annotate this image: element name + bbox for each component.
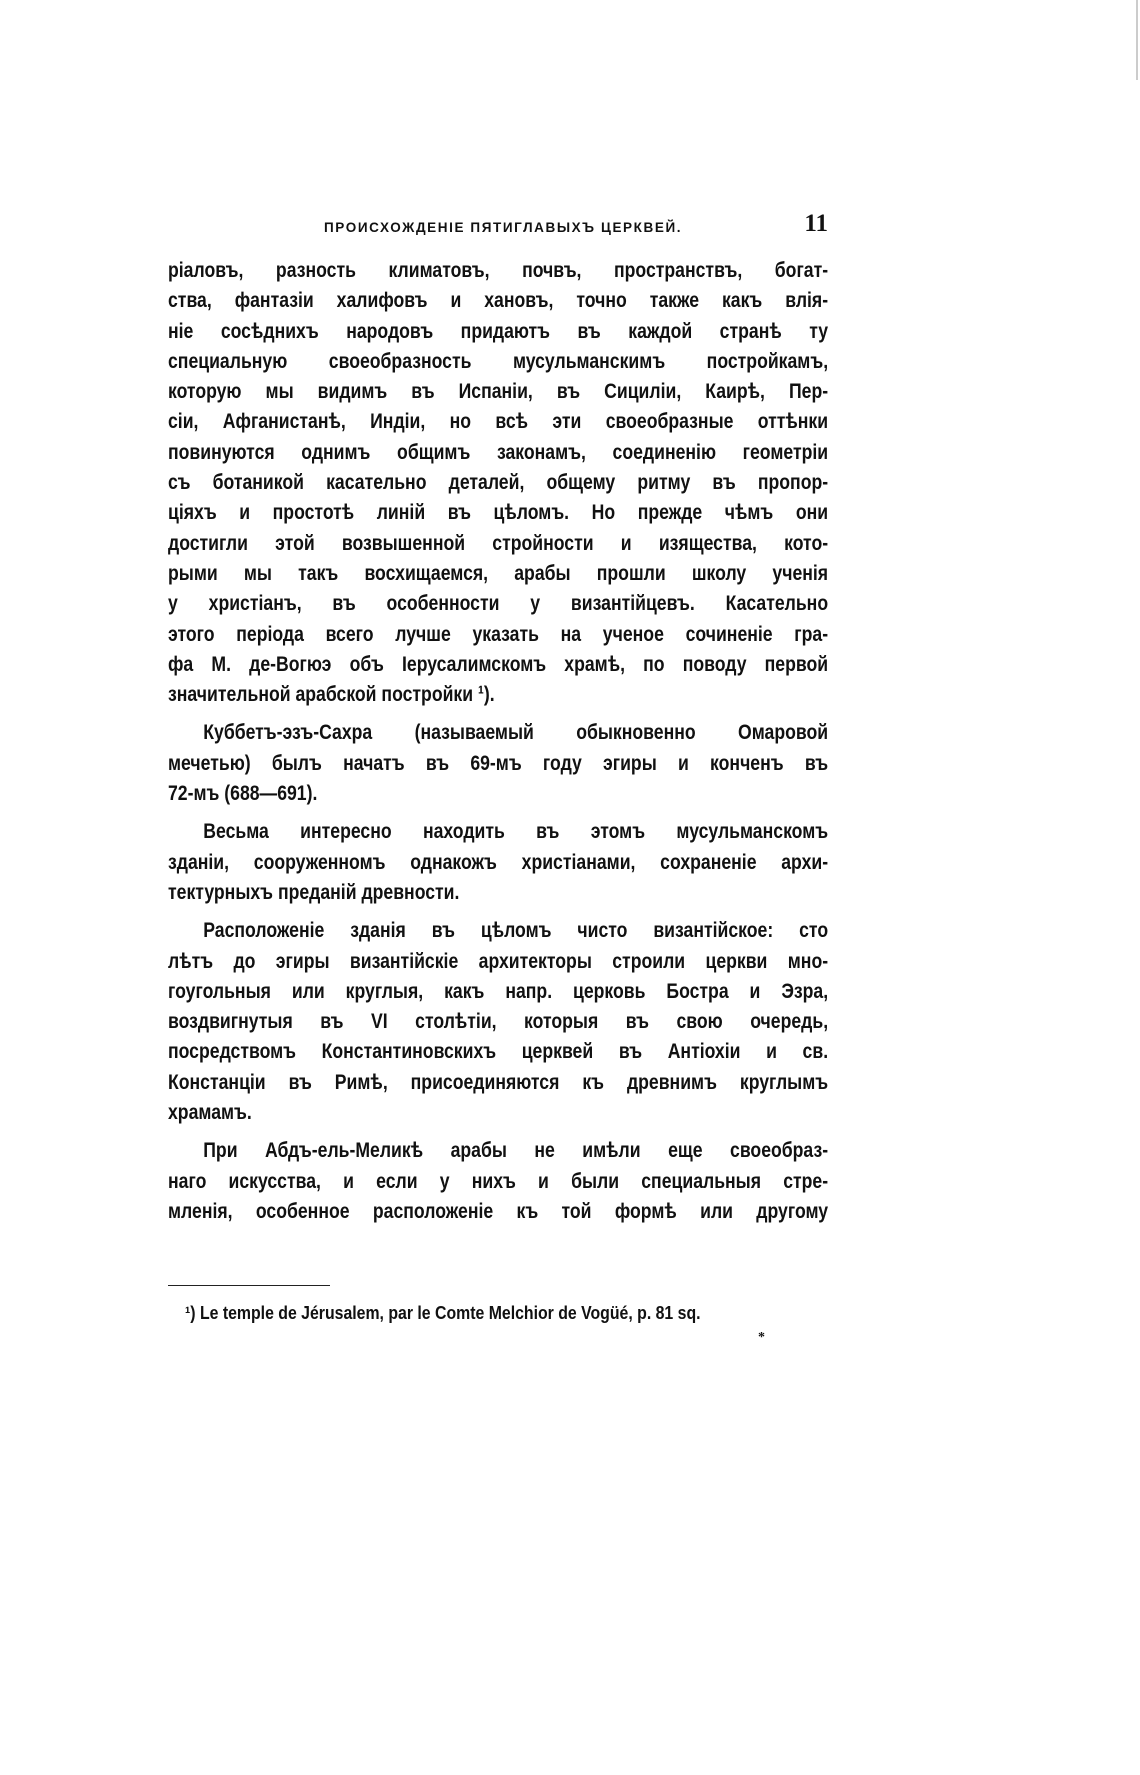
text-line: Расположеніе зданія въ цѣломъ чисто византійское: сто xyxy=(203,918,829,943)
text-line: рыми мы такъ восхищаемся, арабы прошли школу ученія xyxy=(168,560,829,585)
paragraph-5 xyxy=(168,1135,829,1226)
paragraph-4 xyxy=(168,915,829,1127)
text-line: ріаловъ, разность климатовъ, почвъ, пространствъ, богат- xyxy=(168,258,829,282)
text-line: Весьма интересно находить въ этомъ мусульманскомъ xyxy=(203,819,829,844)
text-line: лѣтъ до эгиры византійскіе архитекторы строили церкви мно- xyxy=(168,948,829,973)
text-line: сіи, Афганистанѣ, Индіи, но всѣ эти своеобразные оттѣнки xyxy=(168,409,829,434)
text-line: зданіи, сооруженномъ однакожъ христіанами, сохраненіе архи- xyxy=(168,849,829,874)
paragraph-gap xyxy=(168,808,709,816)
text-line: съ ботаникой касательно деталей, общему ритму въ пропор- xyxy=(168,470,829,495)
text-line: у христіанъ, въ особенности у византійцевъ. Касательно xyxy=(168,591,829,616)
text-line: храмамъ. xyxy=(168,1100,252,1125)
paragraph-gap xyxy=(168,1127,709,1135)
text-line: значительной арабской постройки ¹). xyxy=(168,682,495,707)
text-line: посредствомъ Константиновскихъ церквей въ Антіохіи и св. xyxy=(168,1039,829,1064)
text-line: При Абдъ-ель-Меликѣ арабы не имѣли еще своеобраз- xyxy=(203,1138,829,1163)
running-title: ПРОИСХОЖДЕНІЕ ПЯТИГЛАВЫХЪ ЦЕРКВЕЙ. xyxy=(324,220,683,235)
paragraph-2 xyxy=(168,717,829,808)
text-line: гоугольныя или круглыя, какъ напр. церковь Бостра и Эзра, xyxy=(168,978,829,1003)
text-line: тектурныхъ преданій древности. xyxy=(168,879,460,904)
paragraph-1 xyxy=(168,255,829,709)
text-line: мленія, особенное расположеніе къ той формѣ или другому xyxy=(168,1198,829,1223)
text-line: Куббетъ-эзъ-Сахра (называемый обыкновенно Омаровой xyxy=(203,720,829,745)
text-line: этого періода всего лучше указать на ученое сочиненіе гра- xyxy=(168,621,829,646)
paragraph-gap xyxy=(168,907,709,915)
text-line: ціяхъ и простотѣ линій въ цѣломъ. Но прежде чѣмъ они xyxy=(168,500,829,525)
running-head xyxy=(168,210,828,250)
footnote-rule xyxy=(168,1285,330,1286)
paragraph-gap xyxy=(168,709,709,717)
text-line: 72-мъ (688—691). xyxy=(168,781,318,806)
body-text xyxy=(168,255,829,1226)
text-line: фа М. де-Вогюэ объ Іерусалимскомъ храмѣ, по поводу первой xyxy=(168,651,829,676)
text-line: мечетью) былъ начатъ въ 69-мъ году эгиры и конченъ въ xyxy=(168,750,829,775)
text-line: достигли этой возвышенной стройности и изящества, кото- xyxy=(168,530,829,555)
text-line: наго искусства, и если у нихъ и были специальныя стре- xyxy=(168,1168,829,1193)
page-number: 11 xyxy=(804,210,828,237)
footnote-asterisk: * xyxy=(758,1330,765,1345)
page-edge-mark xyxy=(1136,0,1138,80)
text-line: ства, фантазіи халифовъ и хановъ, точно также какъ влія- xyxy=(168,288,829,313)
paragraph-3 xyxy=(168,816,829,907)
text-line: которую мы видимъ въ Испаніи, въ Сициліи, Каирѣ, Пер- xyxy=(168,379,829,404)
footnote: ¹) Le temple de Jérusalem, par le Comte Melchior de Vogüé, p. 81 sq. xyxy=(185,1303,701,1323)
text-line: специальную своеобразность мусульманскимъ постройкамъ, xyxy=(168,348,829,373)
text-line: повинуются однимъ общимъ законамъ, соединенію геометріи xyxy=(168,439,829,464)
text-line: воздвигнутыя въ VI столѣтіи, которыя въ свою очередь, xyxy=(168,1009,829,1034)
text-line: Констанціи въ Римѣ, присоединяются къ древнимъ круглымъ xyxy=(168,1069,829,1094)
text-line: ніе сосѣднихъ народовъ придаютъ въ каждой странѣ ту xyxy=(168,318,829,343)
